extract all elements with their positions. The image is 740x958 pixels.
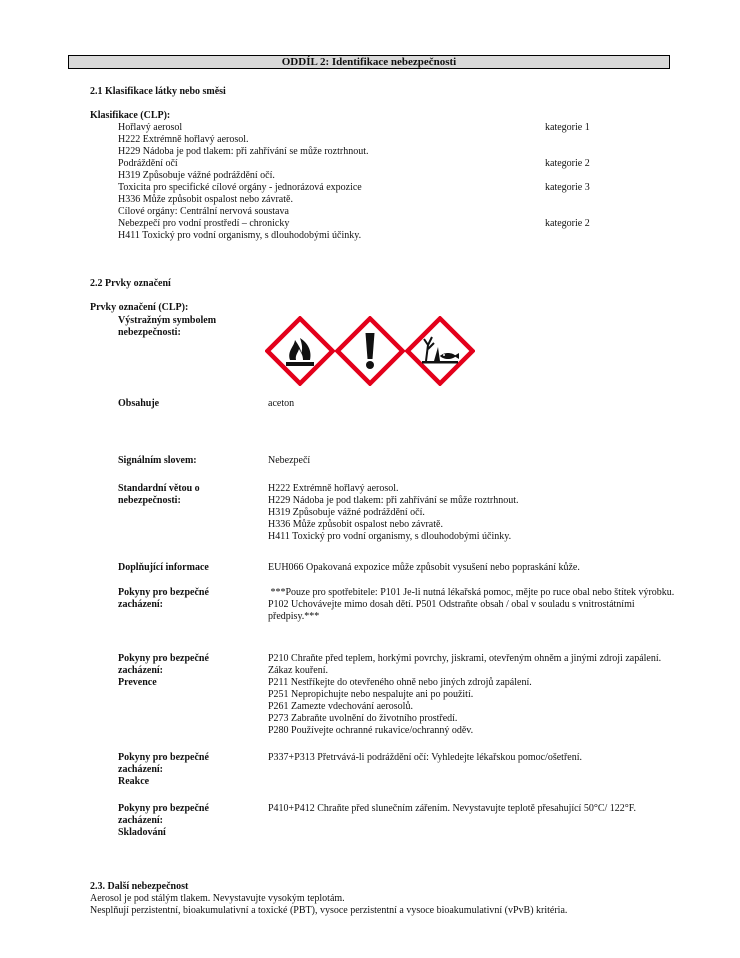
ghs-pictograms	[265, 316, 475, 386]
hazard-statements-list	[268, 483, 678, 543]
precautionary-response-label: Pokyny pro bezpečné zacházení: Reakce	[118, 752, 209, 787]
hazard-statement: H229 Nádoba je pod tlakem: při zahřívání se může roztrhnout.	[268, 495, 519, 506]
other-hazard-line: Nesplňují perzistentní, bioakumulativní a toxické (PBT), vysoce perzistentní a vysoce bioakumulativní (vPvB) kritéria.	[90, 905, 568, 916]
classification-line: Cílové orgány: Centrální nervová soustava	[118, 206, 289, 217]
classification-line: Hořlavý aerosol	[118, 122, 183, 133]
other-hazard-line: Aerosol je pod stálým tlakem. Nevystavujte vysokým teplotám.	[90, 893, 345, 904]
heading-2-2: 2.2 Prvky označení	[90, 278, 171, 289]
symbols-label: Výstražným symbolem nebezpečnosti:	[118, 315, 217, 338]
flame-icon	[267, 318, 332, 383]
category-value: kategorie 1	[545, 122, 590, 133]
supplemental-info-value: EUH066 Opakovaná expozice může způsobit vysušení nebo popraskání kůže.	[268, 562, 580, 573]
precautionary-statement: P280 Používejte ochranné rukavice/ochranný oděv.	[268, 725, 474, 736]
heading-2-1: 2.1 Klasifikace látky nebo směsi	[90, 86, 226, 97]
precautionary-statement: P210 Chraňte před teplem, horkými povrchy, jiskrami, otevřeným ohněm a jinými zdroji zapálení. Zákaz kouření.	[268, 653, 662, 676]
category-value: kategorie 3	[545, 182, 590, 193]
supplemental-info-label: Doplňující informace	[118, 562, 209, 573]
signal-word-label: Signálním slovem:	[118, 455, 197, 466]
classification-line: Podráždění očí	[118, 158, 178, 169]
classification-line: H222 Extrémně hořlavý aerosol.	[118, 134, 249, 145]
exclamation-icon	[337, 318, 402, 383]
precautionary-statement: P251 Nepropichujte nebo nespalujte ani po použití.	[268, 689, 474, 700]
clp-labelling-heading: Prvky označení (CLP):	[90, 302, 189, 313]
precautionary-storage-label: Pokyny pro bezpečné zacházení: Skladování	[118, 803, 209, 838]
precautionary-response-value: P337+P313 Přetrvává-li podráždění očí: Vyhledejte lékařskou pomoc/ošetření.	[268, 752, 582, 763]
category-value: kategorie 2	[545, 218, 590, 229]
heading-2-3: 2.3. Další nebezpečnost	[90, 881, 189, 892]
classification-line: H319 Způsobuje vážné podráždění očí.	[118, 170, 275, 181]
precautionary-storage-value: P410+P412 Chraňte před slunečním zářením. Nevystavujte teplotě přesahující 50°C/ 122°F.	[268, 803, 637, 814]
contains-label: Obsahuje	[118, 398, 160, 409]
precautionary-general-label: Pokyny pro bezpečné zacházení:	[118, 587, 209, 610]
classification-line: H411 Toxický pro vodní organismy, s dlouhodobými účinky.	[118, 230, 362, 241]
classification-line: Toxicita pro specifické cílové orgány - jednorázová expozice	[118, 182, 362, 193]
contains-value: aceton	[268, 398, 295, 409]
category-column	[545, 122, 665, 230]
hazard-statement: H411 Toxický pro vodní organismy, s dlouhodobými účinky.	[268, 531, 512, 542]
classification-list	[118, 122, 538, 242]
precautionary-statement: P211 Nestříkejte do otevřeného ohně nebo jiných zdrojů zapálení.	[268, 677, 532, 688]
environment-icon	[407, 318, 472, 383]
hazard-statement: H336 Může způsobit ospalost nebo závratě.	[268, 519, 443, 530]
clp-classification-heading: Klasifikace (CLP):	[90, 110, 171, 121]
precautionary-statement: P273 Zabraňte uvolnění do životního prostředí.	[268, 713, 458, 724]
precautionary-general-value: ***Pouze pro spotřebitele: P101 Je-li nutná lékařská pomoc, mějte po ruce obal nebo štítek výrobku. P102 Uchovávejte mimo dosah dětí. P501 Odstraňte obsah / obal v souladu s vnitrostátními předpisy.***	[268, 587, 677, 622]
precautionary-prevention-list	[268, 653, 678, 737]
signal-word-value: Nebezpečí	[268, 455, 311, 466]
section-title: ODDÍL 2: Identifikace nebezpečnosti	[68, 55, 670, 69]
other-hazards-list	[90, 893, 730, 917]
classification-line: H336 Může způsobit ospalost nebo závratě.	[118, 194, 293, 205]
category-value: kategorie 2	[545, 158, 590, 169]
hazard-statement: H319 Způsobuje vážné podráždění očí.	[268, 507, 425, 518]
classification-line: H229 Nádoba je pod tlakem: při zahřívání se může roztrhnout.	[118, 146, 369, 157]
hazard-statements-label: Standardní větou o nebezpečnosti:	[118, 483, 200, 506]
hazard-statement: H222 Extrémně hořlavý aerosol.	[268, 483, 399, 494]
precautionary-prevention-label: Pokyny pro bezpečné zacházení: Prevence	[118, 653, 209, 688]
classification-line: Nebezpečí pro vodní prostředí – chronicky	[118, 218, 290, 229]
precautionary-statement: P261 Zamezte vdechování aerosolů.	[268, 701, 413, 712]
